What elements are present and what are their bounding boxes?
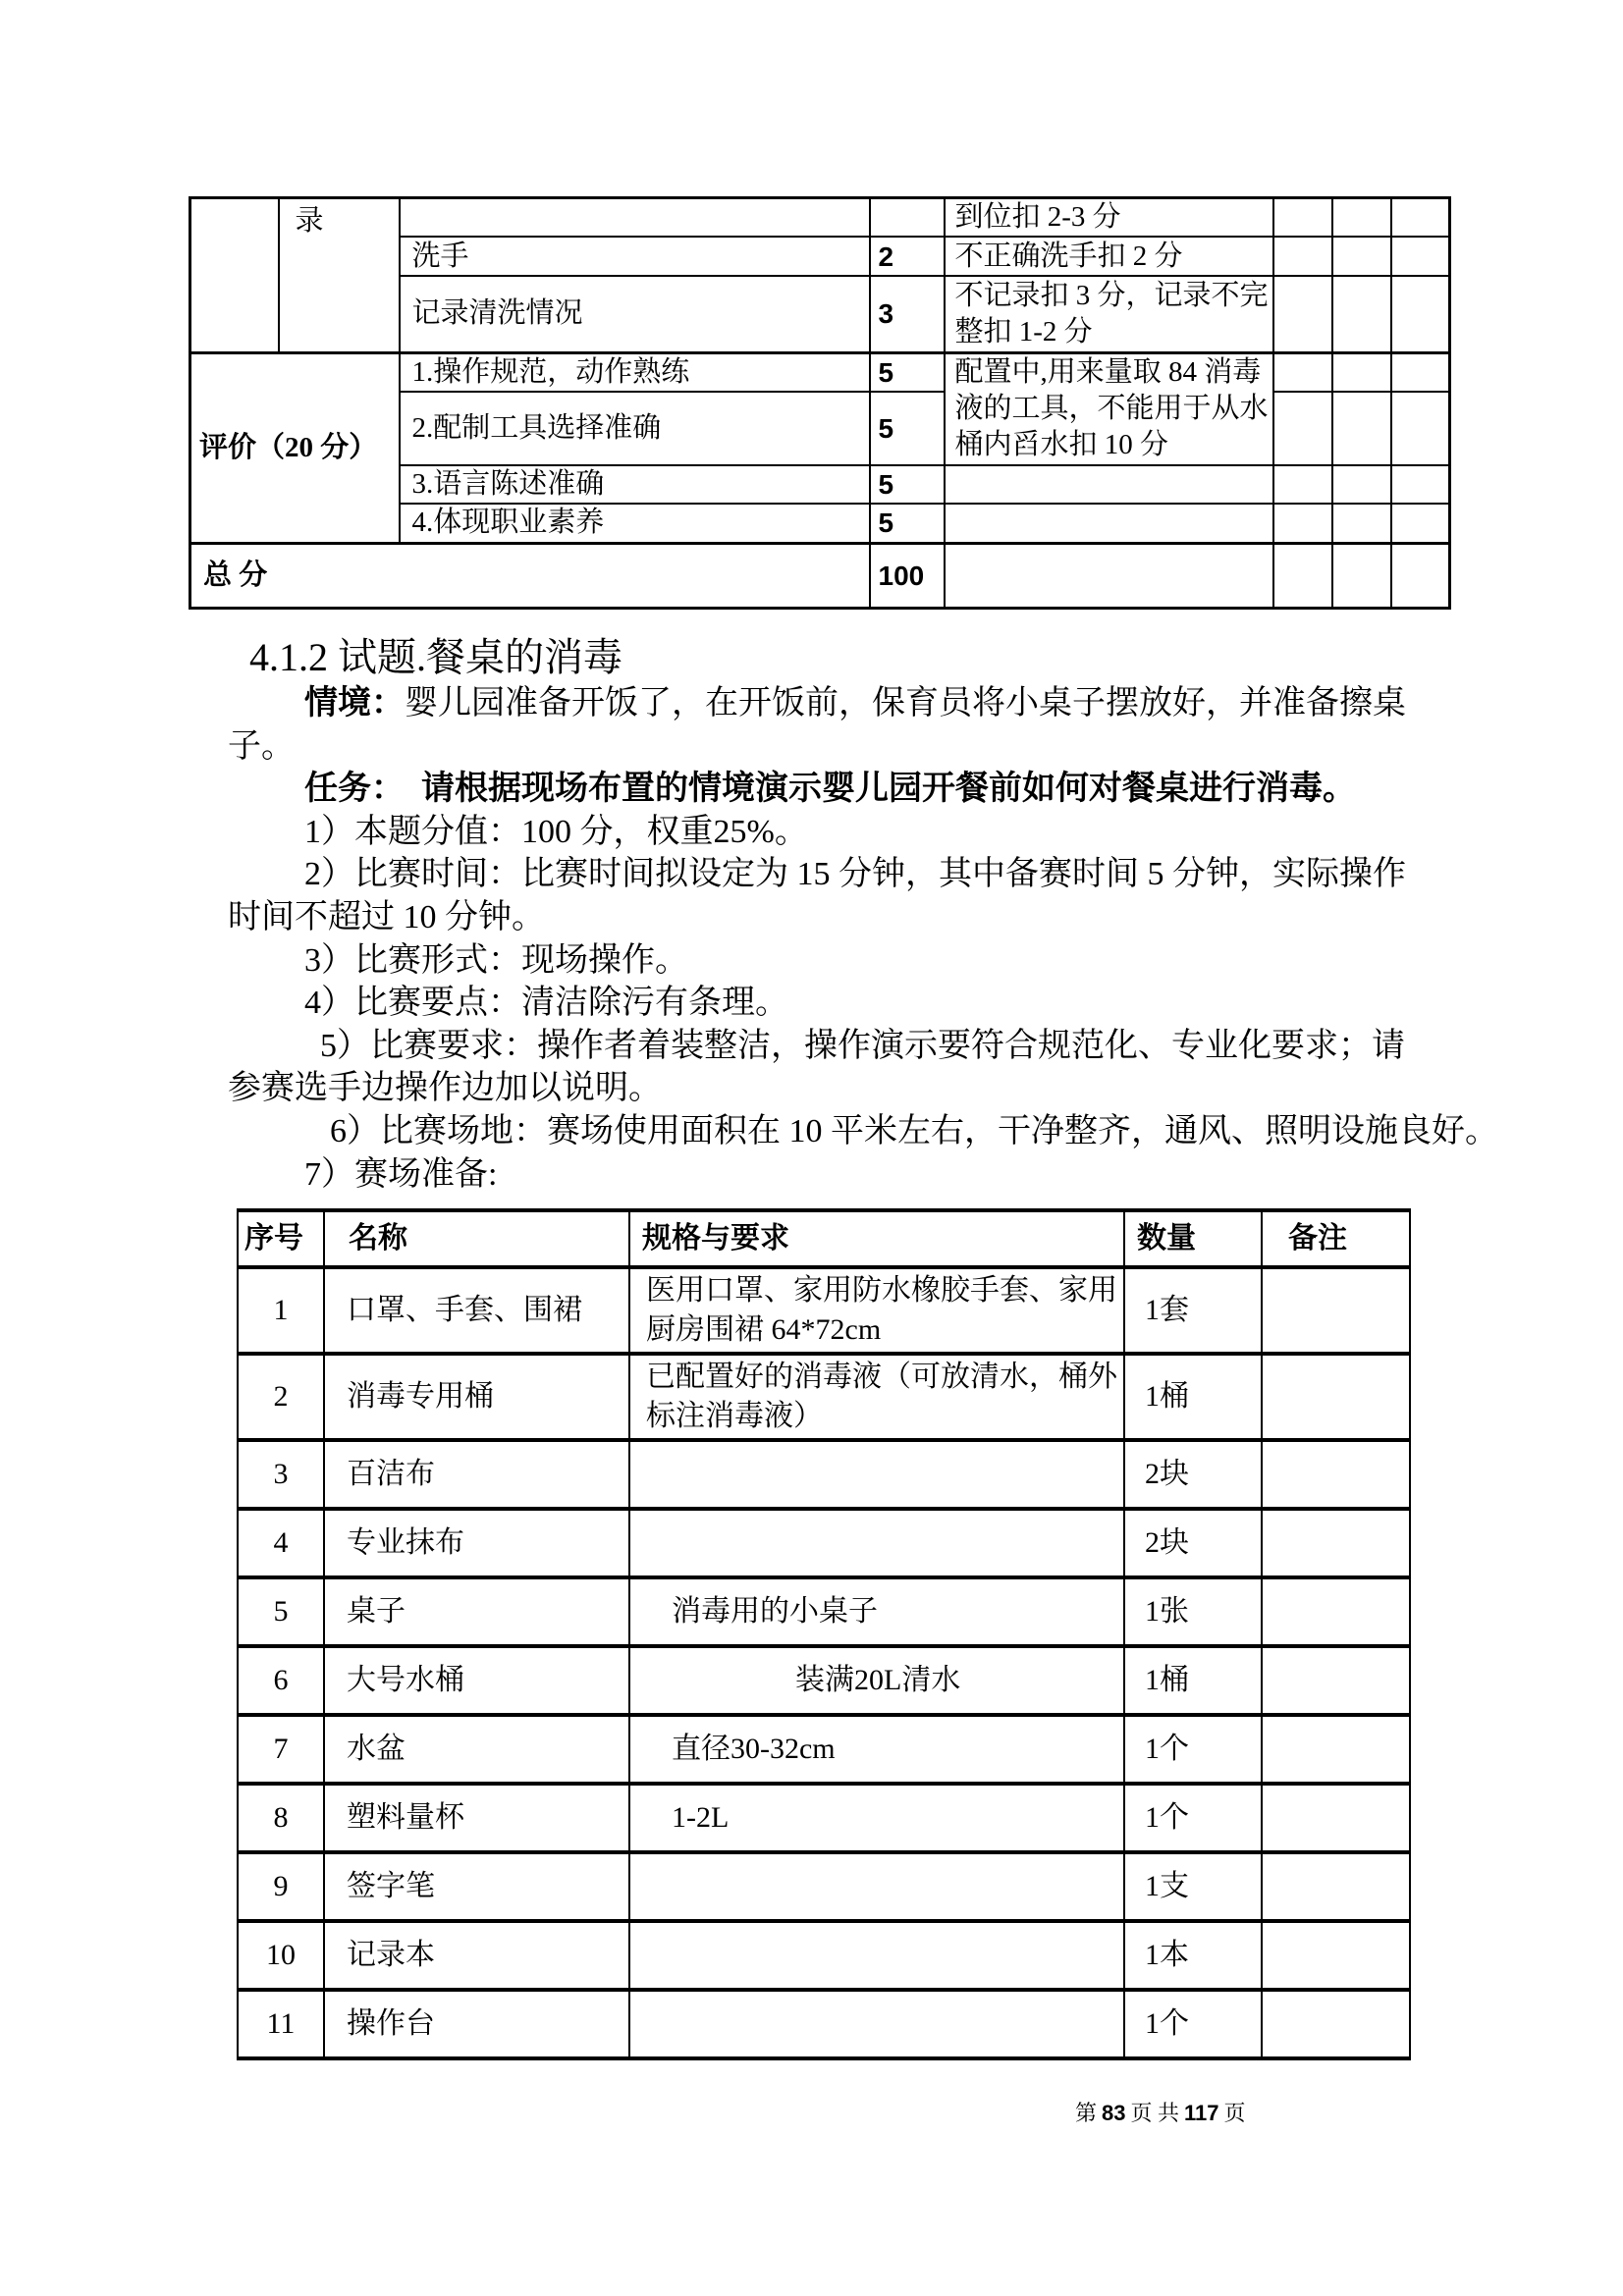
- note-cell: [1262, 1267, 1410, 1354]
- score-cell: 3: [870, 276, 945, 352]
- no-cell: 7: [238, 1715, 324, 1784]
- spec-cell: [629, 1852, 1124, 1921]
- table-row: [238, 1354, 1410, 1440]
- qty-cell: 1张: [1124, 1577, 1262, 1646]
- table-row: [238, 1267, 1410, 1354]
- blank-cell: [1273, 276, 1332, 352]
- section-heading: 4.1.2 试题.餐桌的消毒: [249, 635, 622, 679]
- body-line: 时间不超过 10 分钟。: [228, 898, 545, 935]
- note-cell: [1262, 1440, 1410, 1509]
- blank-cell: [1273, 392, 1332, 465]
- category-cell-empty: [190, 198, 279, 353]
- table-row: [190, 198, 1450, 238]
- qty-cell: 1个: [1124, 1784, 1262, 1852]
- no-cell: 4: [238, 1509, 324, 1577]
- body-line: 4）比赛要点：清洁除污有条理。: [304, 985, 788, 1022]
- spec-cell: 1-2L: [629, 1784, 1124, 1852]
- blank-cell: [1391, 352, 1450, 392]
- blank-cell: [1332, 465, 1391, 504]
- blank-cell: [1273, 543, 1332, 608]
- body-line: 2）比赛时间：比赛时间拟设定为 15 分钟，其中备赛时间 5 分钟，实际操作: [304, 856, 1406, 893]
- qty-cell: 1个: [1124, 1715, 1262, 1784]
- page-number: 83: [1102, 2101, 1126, 2125]
- blank-cell: [1332, 543, 1391, 608]
- blank-cell: [1391, 543, 1450, 608]
- preparation-table: [237, 1208, 1411, 2060]
- table-row: [238, 1509, 1410, 1577]
- name-cell: 记录本: [324, 1921, 629, 1990]
- qty-cell: 1套: [1124, 1267, 1262, 1354]
- qty-cell: 2块: [1124, 1440, 1262, 1509]
- name-cell: 桌子: [324, 1577, 629, 1646]
- deduction-cell: 不正确洗手扣 2 分: [945, 237, 1273, 276]
- note-cell: [1262, 1646, 1410, 1715]
- table-row: [238, 1715, 1410, 1784]
- deduction-cell: 不记录扣 3 分，记录不完整扣 1-2 分: [945, 276, 1273, 352]
- name-cell: 百洁布: [324, 1440, 629, 1509]
- name-cell: 口罩、手套、围裙: [324, 1267, 629, 1354]
- note-cell: [1262, 1509, 1410, 1577]
- section-4-1-2: [228, 633, 1498, 1196]
- column-header-name: 名称: [324, 1210, 629, 1267]
- score-cell: 2: [870, 237, 945, 276]
- spec-cell: [629, 1921, 1124, 1990]
- blank-cell: [1391, 198, 1450, 238]
- body-line: 3）比赛形式：现场操作。: [304, 941, 688, 979]
- table-row: [238, 1852, 1410, 1921]
- deduction-cell-empty: [945, 465, 1273, 504]
- note-cell: [1262, 1921, 1410, 1990]
- no-cell: 3: [238, 1440, 324, 1509]
- spec-cell: 装满20L清水: [629, 1646, 1124, 1715]
- no-cell: 6: [238, 1646, 324, 1715]
- body-line: 6）比赛场地：赛场使用面积在 10 平米左右，干净整齐，通风、照明设施良好。: [330, 1112, 1498, 1149]
- qty-cell: 1支: [1124, 1852, 1262, 1921]
- footer-text: 页 共: [1130, 2101, 1180, 2125]
- table-row: [238, 1646, 1410, 1715]
- blank-cell: [1391, 392, 1450, 465]
- name-cell: 专业抹布: [324, 1509, 629, 1577]
- blank-cell: [1391, 504, 1450, 543]
- item-cell: 4.体现职业素养: [400, 504, 870, 543]
- deduction-cell-empty: [945, 543, 1273, 608]
- blank-cell: [1332, 352, 1391, 392]
- table-row: [238, 1577, 1410, 1646]
- name-cell: 操作台: [324, 1990, 629, 2058]
- note-cell: [1262, 1784, 1410, 1852]
- no-cell: 11: [238, 1990, 324, 2058]
- blank-cell: [1391, 276, 1450, 352]
- item-cell: 1.操作规范，动作熟练: [400, 352, 870, 392]
- name-cell: 签字笔: [324, 1852, 629, 1921]
- body-line: 情境：婴儿园准备开饭了，在开饭前，保育员将小桌子摆放好，并准备擦桌: [304, 685, 1406, 721]
- inline-label: 情境：: [304, 685, 405, 721]
- blank-cell: [1273, 504, 1332, 543]
- name-cell: 塑料量杯: [324, 1784, 629, 1852]
- item-cell: 3.语言陈述准确: [400, 465, 870, 504]
- inline-label: 任务： 请根据现场布置的情境演示婴儿园开餐前如何对餐桌进行消毒。: [304, 771, 1356, 808]
- score-cell: 5: [870, 465, 945, 504]
- table-header-row: [238, 1210, 1410, 1267]
- total-pages: 117: [1184, 2101, 1219, 2125]
- blank-cell: [1273, 465, 1332, 504]
- no-cell: 5: [238, 1577, 324, 1646]
- body-line: 5）比赛要求：操作者着装整洁，操作演示要符合规范化、专业化要求；请: [320, 1027, 1405, 1064]
- qty-cell: 1个: [1124, 1990, 1262, 2058]
- no-cell: 10: [238, 1921, 324, 1990]
- blank-cell: [1332, 198, 1391, 238]
- table-row-total: [190, 543, 1450, 608]
- no-cell: 8: [238, 1784, 324, 1852]
- blank-cell: [1332, 276, 1391, 352]
- blank-cell: [1391, 465, 1450, 504]
- score-cell: 5: [870, 504, 945, 543]
- body-line: 1）本题分值：100 分，权重25%。: [304, 813, 808, 850]
- name-cell: 水盆: [324, 1715, 629, 1784]
- body-line: 参赛选手边操作边加以说明。: [228, 1070, 662, 1107]
- footer-text: 第: [1075, 2101, 1098, 2125]
- deduction-cell-empty: [945, 504, 1273, 543]
- blank-cell: [1273, 352, 1332, 392]
- blank-cell: [1273, 198, 1332, 238]
- body-line: [228, 768, 1463, 811]
- score-cell: 5: [870, 392, 945, 465]
- item-cell-empty: [400, 198, 870, 238]
- item-cell: 记录清洗情况: [400, 276, 870, 352]
- item-cell: 2.配制工具选择准确: [400, 392, 870, 465]
- deduction-cell: 配置中,用来量取 84 消毒液的工具，不能用于从水桶内舀水扣 10 分: [945, 352, 1273, 465]
- score-cell: 5: [870, 352, 945, 392]
- category-cell-evaluation: 评价（20 分）: [190, 352, 400, 543]
- note-cell: [1262, 1852, 1410, 1921]
- spec-cell: 医用口罩、家用防水橡胶手套、家用厨房围裙 64*72cm: [629, 1267, 1124, 1354]
- body-line: 子。: [228, 727, 295, 765]
- note-cell: [1262, 1354, 1410, 1440]
- spec-cell: [629, 1440, 1124, 1509]
- table-row: [190, 352, 1450, 392]
- item-cell: 洗手: [400, 237, 870, 276]
- column-header-spec: 规格与要求: [629, 1210, 1124, 1267]
- note-cell: [1262, 1715, 1410, 1784]
- total-score-cell: 100: [870, 543, 945, 608]
- no-cell: 9: [238, 1852, 324, 1921]
- total-label-cell: 总 分: [190, 543, 870, 608]
- column-header-note: 备注: [1262, 1210, 1410, 1267]
- column-header-qty: 数量: [1124, 1210, 1262, 1267]
- blank-cell: [1273, 237, 1332, 276]
- table-row: [238, 1440, 1410, 1509]
- spec-cell: [629, 1990, 1124, 2058]
- name-cell: 消毒专用桶: [324, 1354, 629, 1440]
- spec-cell: 已配置好的消毒液（可放清水，桶外标注消毒液）: [629, 1354, 1124, 1440]
- score-cell-empty: [870, 198, 945, 238]
- page-footer: [1075, 2099, 1251, 2128]
- qty-cell: 1桶: [1124, 1354, 1262, 1440]
- scoring-table: [189, 196, 1451, 610]
- no-cell: 2: [238, 1354, 324, 1440]
- table-row: [238, 1784, 1410, 1852]
- name-cell: 大号水桶: [324, 1646, 629, 1715]
- qty-cell: 1本: [1124, 1921, 1262, 1990]
- blank-cell: [1391, 237, 1450, 276]
- table-row: [238, 1990, 1410, 2058]
- deduction-cell: 到位扣 2-3 分: [945, 198, 1273, 238]
- note-cell: [1262, 1990, 1410, 2058]
- blank-cell: [1332, 504, 1391, 543]
- spec-cell: [629, 1509, 1124, 1577]
- subcategory-cell: 录: [279, 198, 400, 353]
- note-cell: [1262, 1577, 1410, 1646]
- blank-cell: [1332, 237, 1391, 276]
- footer-text: 页: [1223, 2101, 1246, 2125]
- spec-cell: 直径30-32cm: [629, 1715, 1124, 1784]
- spec-cell: 消毒用的小桌子: [629, 1577, 1124, 1646]
- qty-cell: 1桶: [1124, 1646, 1262, 1715]
- table-row: [238, 1921, 1410, 1990]
- blank-cell: [1332, 392, 1391, 465]
- body-line: 7）赛场准备:: [304, 1155, 498, 1193]
- qty-cell: 2块: [1124, 1509, 1262, 1577]
- column-header-no: 序号: [238, 1210, 324, 1267]
- no-cell: 1: [238, 1267, 324, 1354]
